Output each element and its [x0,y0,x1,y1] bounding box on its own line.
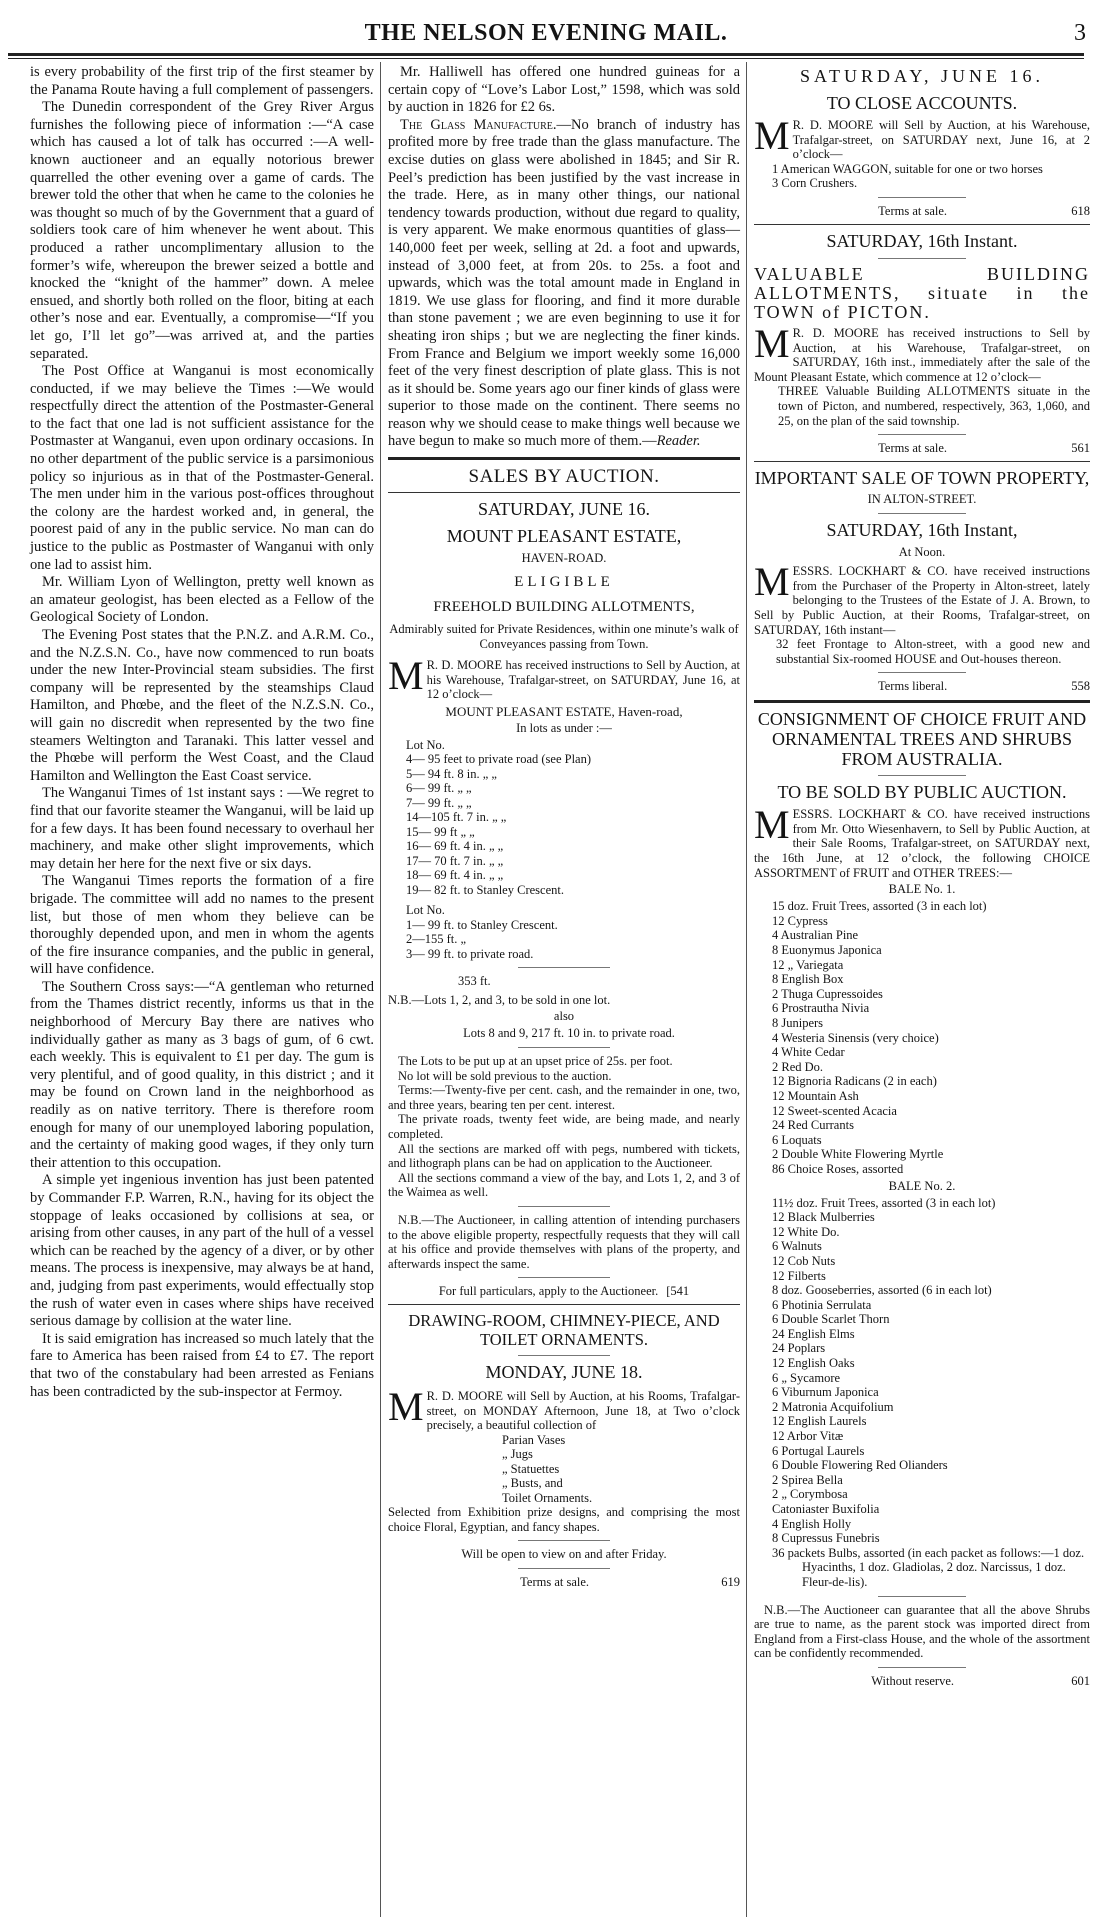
lot-item: 17— 70 ft. 7 in. „ „ [406,853,504,868]
ad-footer [754,441,1090,456]
ad-text: R. D. MOORE will Sell by Auction, at his Rooms, Trafalgar-street, on MONDAY Afternoon, June 18, at Two o’clock precisely, a beautiful collection of [426,1388,740,1433]
ad-footer [754,1674,1090,1689]
ad-date: SATURDAY, JUNE 16. [799,66,1045,86]
bale-item: 2 Red Do. [772,1059,824,1074]
ad-date: SATURDAY, 16th Instant, [826,520,1018,541]
rule [518,1568,610,1569]
sales-heading: SALES BY AUCTION. [468,466,660,488]
article-paragraph: Mr. Halliwell has offered one hundred guineas for a certain copy of “Love’s Labor Lost,” 1598, which was sold by auction in 1826 for £2 6s. [388,64,740,116]
bale-list [754,899,1090,1176]
lot-list [388,918,740,962]
ad-body [754,113,1090,162]
ad-footer [754,204,1090,219]
bale-item: 2 Spirea Bella [772,1472,843,1487]
bale-item: 6 Photinia Serrulata [772,1297,872,1312]
ad-text: ESSRS. LOCKHART & CO. have received instructions from the Purchaser of the Property in Alton-street, lately belonging to the Trustees of the Estate of J. A. Brown, to Sell by Public Auction, at their Rooms, Trafalgar-street, on SATURDAY, 16th instant— [754,564,1090,637]
bale-item: 2 Matronia Acquifolium [772,1399,894,1414]
ad-footer [388,1284,740,1299]
ad-number: 601 [1071,1673,1090,1688]
column-news-1 [30,64,374,1401]
ad-subtitle: IN ALTON-STREET. [867,492,977,507]
full-particulars: For full particulars, apply to the Auctioneer. [438,1284,659,1299]
ad-text: R. D. MOORE will Sell by Auction, at his Warehouse, Trafalgar-street, on SATURDAY next, June 16, at 2 o’clock— [792,118,1090,162]
bale-item: 4 White Cedar [772,1045,845,1060]
lots-under: In lots as under :— [516,720,612,735]
rule [388,1304,740,1305]
rule [878,672,965,673]
ornament-item: „ Statuettes [502,1461,560,1476]
bale-item: 12 Cypress [772,913,828,928]
newspaper-title: THE NELSON EVENING MAIL. [364,20,728,46]
bale-item: 12 Cob Nuts [772,1253,836,1268]
ad-eligible: ELIGIBLE [514,574,614,591]
bale-heading: BALE No. 2. [888,1178,956,1193]
estate-line: MOUNT PLEASANT ESTATE, Haven-road, [445,703,683,719]
drop-cap: M [754,113,790,158]
lot-item: 3— 99 ft. to private road. [406,946,534,961]
notice: N.B.—Lots 1, 2, and 3, to be sold in one lot. [388,992,611,1007]
section-rule [388,457,740,460]
article-paragraph: The Post Office at Wanganui is most economically conducted, if we may believe the Times :—We would respectfully direct the attention of the Postmaster-General to the fact that one lad is not sufficient assistance for the Postmaster at Wanganui, even upon ordinary occasions. In no other department of the public service is a parsimonious policy so injurious as in that of the Postmaster-General. The men under him in the various post-offices throughout the colony are the hardest worked and, in general, the poorest paid of any in the public service. No man can do justice to the public as Postmaster of Wanganui with only one lad to assist him. [30,363,374,573]
bale-item: 2 Double White Flowering Myrtle [772,1147,944,1162]
bale-item: 12 „ Variegata [772,957,844,972]
bale-item: 12 Bignoria Radicans (2 in each) [772,1074,937,1089]
article-paragraph: The Wanganui Times of 1st instant says : —We regret to find that our favorite steamer the Wanganui, will be laid up for a few days. It has been found necessary to overhaul her machinery, and make other slight improvements, which may detain her here for the next five or six days. [30,785,374,872]
bale-item: 6 Walnuts [772,1239,822,1254]
header-rule [8,53,1084,56]
bale-item: 8 Cupressus Funebris [772,1531,880,1546]
article-paragraph: is every probability of the first trip of the first steamer by the Panama Route having a full complement of passengers. [30,64,374,98]
lot-item: 2—155 ft. „ [406,932,467,947]
bale-item: Catoniaster Buxifolia [772,1502,880,1516]
lot-item: 14—105 ft. 7 in. „ „ [406,810,507,825]
article-paragraph: The Evening Post states that the P.N.Z. and A.R.M. Co., and the N.Z.S.N. Co., have now commenced to run boats under the new Inter-Provincial steam subsidies. The first company will be represented by the steamships Claud Hamilton, and Phœbe, and the fleet of the N.Z.S.N. Co., will gain no discredit when represented by the two fine steamers Weltington and Taranaki. This latter vessel and the Phœbe will perform the West Coast, and the Claud Hamilton and Wellington the East Coast service. [30,627,374,784]
lot-item: 6— 99 ft. „ „ [406,781,472,796]
ad-title: CONSIGNMENT OF CHOICE FRUIT AND ORNAMENTAL TREES AND SHRUBS FROM AUSTRALIA. [757,709,1087,770]
notice: The private roads, twenty feet wide, are being made, and nearly completed. [388,1112,740,1141]
lot-item: 7— 99 ft. „ „ [406,795,472,810]
rule [878,513,965,514]
lot-header: Lot No. [406,903,445,918]
lot-item: 4— 95 feet to private road (see Plan) [406,752,592,767]
ornament-item: „ Busts, and [502,1476,563,1491]
bale-item: 4 Westeria Sinensis (very choice) [772,1030,939,1045]
notice: Lots 8 and 9, 217 ft. 10 in. to private road. [463,1026,675,1041]
drop-cap: M [388,653,424,699]
rule [878,1667,965,1668]
bale-heading: BALE No. 1. [888,882,956,897]
ad-number: 561 [1071,441,1090,456]
rule [754,461,1090,462]
notice: All the sections command a view of the bay, and Lots 1, 2, and 3 of the Waimea as well. [388,1170,740,1200]
lot-total: 353 ft. [458,974,491,989]
column-ads [754,64,1090,1693]
bale-item: 15 doz. Fruit Trees, assorted (3 in each lot) [772,899,987,914]
ad-title: MOUNT PLEASANT ESTATE, [446,526,682,547]
article-paragraph: The Dunedin correspondent of the Grey River Argus furnishes the following piece of information :—“A case which has caused a lot of talk has occurred :—A well-known auctioneer and an equally notorious brewer quarrelled the other evening over a game of cards. The brewer told the other that when he came to the colonies he was thought so much of by the Government that a guard of soldiers took care of him whenever he went about. This produced a rather uncomplimentary allusion to the former’s wife, whereupon the brewer seized a bottle and knocked the “knight of the hammer” down. A melee ensued, and shortly both rolled on the floor, biting at each other’s nose and ear. Eventually, a compromise—“If you let go, I’ll let go”—was arrived at, and the parties separated. [30,99,374,362]
article-text: —No branch of industry has profited more by free trade than the glass manufacture. The excise duties on glass were abolished in 1845; and Sir R. Peel’s prediction has been justified by the vast increase in the trade. Here, as in many other things, our national tendency towards production, without due regard to quality, is very apparent. We make enormous quantities of glass—140,000 feet per week, selling at 2d. a foot and upwards, instead of 3,000 feet, at from 20s. to 25s. a foot and upwards, which was the total amount made in England in 1819. We use glass for flooring, and find it more durable than stone pavement ; we are even beginning to use it for sheating iron ships ; but we are neglecting the finer kinds. From France and Belgium we import weekly some 16,000 feet of the very finest description of plate glass. This is not as it should be. Some years ago our finer kinds of glass were superior to those made on the continent. There seems no reason why we should cease to make things well because we have begun to make so much more of them.— [388,116,740,450]
also: also [553,1009,575,1024]
bale-item: 6 Loquats [772,1132,822,1147]
column-divider [380,62,381,1917]
ad-item: 1 American WAGGON, suitable for one or two horses [772,161,1043,176]
article-heading: The Glass Manufacture. [400,116,557,133]
rule [754,700,1090,703]
view-notice: Will be open to view on and after Friday. [461,1547,667,1562]
article-source: Reader. [656,433,701,450]
ad-time: At Noon. [898,545,946,560]
ad-text: Selected from Exhibition prize designs, and comprising the most choice Floral, Egyptian, and fancy shapes. [388,1505,740,1534]
ad-freehold: FREEHOLD BUILDING ALLOTMENTS, [433,599,695,616]
item-list [754,162,1090,191]
lot-item: 19— 82 ft. to Stanley Crescent. [406,882,564,897]
ad-item: 32 feet Frontage to Alton-street, with a good new and substantial Six-roomed HOUSE and Out-houses thereon. [776,637,1090,666]
bale-list [754,1196,1090,1590]
drop-cap: M [754,320,790,366]
rule [518,1277,610,1278]
ad-footer [754,679,1090,694]
article-paragraph: It is said emigration has increased so much lately that the fare to America has been raised from £4 to £7. The report that two of the constabulary had been arrested as Fenians has been contradicted by the sub-inspector at Fermoy. [30,1330,374,1400]
ad-date: SATURDAY, JUNE 16. [477,499,651,520]
bale-item: 6 „ Sycamore [772,1370,841,1385]
ad-number: [541 [666,1284,690,1299]
rule [754,224,1090,225]
bale-item: 12 Arbor Vitæ [772,1429,844,1444]
rule [518,967,610,968]
lot-header: Lot No. [406,737,445,752]
bale-item: 24 English Elms [772,1326,855,1341]
lot-item: 15— 99 ft „ „ [406,824,475,839]
ad-number: 558 [1071,679,1090,694]
rule [878,258,965,259]
bale-item: 2 „ Corymbosa [772,1487,848,1502]
rule [878,197,965,198]
rule [878,434,965,435]
article-paragraph: A simple yet ingenious invention has just been patented by Commander F.P. Warren, R.N., having for its object the stoppage of leaks occasioned by collisions at sea, or arising from other causes, in any part of the hull of a vessel which can be reached by the agency of a diver, or by other means. The process is inexpensive, may always be at hand, and, judging from past experiments, would effectually stop the rush of water even in cases where ships have received serious damage by collision at the water line. [30,1172,374,1330]
bale-item: 11½ doz. Fruit Trees, assorted (3 in each lot) [772,1195,996,1210]
header-rule-thin [8,58,1084,59]
bale-item: 12 Mountain Ash [772,1088,859,1103]
terms: Without reserve. [871,1673,955,1688]
ad-title: VALUABLE BUILDING ALLOTMENTS, situate in the TOWN of PICTON. [754,263,1090,322]
ad-suitability: Admirably suited for Private Residences, within one minute’s walk of Conveyances passing from Town. [389,622,739,652]
column-news-2 [388,64,740,1594]
rule [518,1047,610,1048]
ad-text: R. D. MOORE has received instructions to Sell by Auction, at his Warehouse, Trafalgar-street, on SATURDAY, June 16, at 12 o’clock— [426,658,740,702]
lot-list [388,752,740,897]
drop-cap: M [754,802,790,848]
lot-item: 16— 69 ft. 4 in. „ „ [406,839,504,854]
bale-item: 12 English Oaks [772,1356,855,1371]
lot-item: 18— 69 ft. 4 in. „ „ [406,868,504,883]
ad-title: IMPORTANT SALE OF TOWN PROPERTY, [754,468,1090,489]
ad-title: DRAWING-ROOM, CHIMNEY-PIECE, AND TOILET ORNAMENTS. [408,1310,720,1349]
ad-body [754,559,1090,637]
bale-item: 12 Sweet-scented Acacia [772,1103,897,1118]
bale-item: 6 Viburnum Japonica [772,1385,879,1400]
masthead [6,18,1086,52]
ad-body [754,802,1090,880]
rule [878,1596,965,1597]
bale-item: 6 Prostrautha Nivia [772,1001,870,1016]
ornament-item: „ Jugs [502,1447,533,1462]
ad-body [388,1383,740,1433]
column-divider [746,62,747,1917]
notice: All the sections are marked off with pegs, numbered with tickets, and lithograph plans can be had on application to the Auctioneer. [388,1141,740,1171]
ad-title: TO CLOSE ACCOUNTS. [826,93,1018,113]
rule [878,775,965,776]
notice: Terms:—Twenty-five per cent. cash, and the remainder in one, two, and three years, bearing ten per cent. interest. [388,1083,740,1112]
bale-item: 12 Filberts [772,1268,826,1283]
terms: Terms at sale. [520,1575,590,1590]
ad-number: 619 [721,1575,740,1590]
bale-item: 8 English Box [772,972,844,987]
rule [518,1206,610,1207]
bale-item: 8 Euonymus Japonica [772,943,882,958]
bale-item: 8 doz. Gooseberries, assorted (6 in each lot) [772,1283,992,1298]
bale-item: 6 Double Scarlet Thorn [772,1312,890,1327]
bale-item: 8 Junipers [772,1016,824,1030]
article-paragraph: The Wanganui Times reports the formation of a fire brigade. The committee will add no names to the present list, but those of men whom they believe can be thoroughly depended upon, and men in whom the agents of the fire insurance companies, and the public in general, will have confidence. [30,873,374,978]
ornament-list [484,1433,740,1506]
bale-item: 12 English Laurels [772,1414,867,1429]
drop-cap: M [754,559,790,605]
notice: N.B.—The Auctioneer, in calling attention of intending purchasers to the above eligible property, respectfully requests that they will call at his office and provide themselves with plans of the property, and afterwards inspect the same. [388,1212,740,1271]
bale-item: 4 English Holly [772,1516,852,1531]
ad-item: 3 Corn Crushers. [772,176,858,191]
bale-item: 24 Red Currants [772,1118,854,1133]
ad-text: R. D. MOORE has received instructions to Sell by Auction, at his Warehouse, Trafalgar-street, on SATURDAY, 16th inst., immediately after the sale of the Mount Pleasant Estate, which commence at 12 o’clock— [754,325,1090,384]
ornament-item: Toilet Ornaments. [502,1490,593,1505]
notice: N.B.—The Auctioneer can guarantee that all the above Shrubs are true to name, as the parent stock was imported direct from England from a First-class House, and the whole of the assortment can be confidently recommended. [754,1602,1090,1661]
bale-item: 6 Portugal Laurels [772,1443,865,1458]
ad-item: THREE Valuable Building ALLOTMENTS situate in the town of Picton, and numbered, respectively, 363, 1,060, and 25, on the plan of the said township. [778,384,1090,428]
bale-item: 12 White Do. [772,1224,840,1239]
ornament-item: Parian Vases [502,1432,566,1447]
rule [518,1355,610,1356]
bale-item: 24 Poplars [772,1341,826,1356]
ad-body [388,653,740,702]
lot-item: 5— 94 ft. 8 in. „ „ [406,766,497,781]
article-paragraph: Mr. William Lyon of Wellington, pretty well known as an amateur geologist, has been elected as a Fellow of the Geological Society of London. [30,574,374,626]
ad-body [754,320,1090,384]
ad-text: ESSRS. LOCKHART & CO. have received instructions from Mr. Otto Wiesenhavern, to Sell by Public Auction, at their Sale Rooms, Trafalgar-street, on SATURDAY next, the 16th June, at 12 o’clock, the following CHOICE ASSORTMENT of FRUIT and OTHER TREES:— [754,807,1090,880]
ad-date: SATURDAY, 16th Instant. [826,230,1018,251]
terms: Terms at sale. [878,441,948,456]
ad-subtitle: HAVEN-ROAD. [521,551,607,566]
bale-item: 6 Double Flowering Red Olianders [772,1458,948,1473]
ad-subtitle: TO BE SOLD BY PUBLIC AUCTION. [777,782,1067,803]
bale-item: 86 Choice Roses, assorted [772,1161,904,1176]
rule [388,492,740,493]
notice: No lot will be sold previous to the auction. [398,1068,612,1083]
bale-item: 36 packets Bulbs, assorted (in each packet as follows:—1 doz. Hyacinths, 1 doz. Gladiolas, 2 doz. Narcissus, 1 doz. Fleur-de-lis). [772,1545,1085,1589]
drop-cap: M [388,1383,424,1429]
ad-date: MONDAY, JUNE 18. [485,1361,643,1382]
article-paragraph [388,117,740,451]
terms: Terms liberal. [878,679,948,694]
notice: The Lots to be put up at an upset price of 25s. per foot. [398,1054,673,1069]
lot-item: 1— 99 ft. to Stanley Crescent. [406,917,558,932]
ad-number: 618 [1071,203,1090,218]
rule [518,1540,610,1541]
page-number: 3 [1074,20,1086,46]
bale-item: 12 Black Mulberries [772,1210,875,1225]
article-paragraph: The Southern Cross says:—“A gentleman who returned from the Thames district recently, informs us that in the neighborhood of Mercury Bay there are natives who individually gather as many as 3 bags of gum, of 6 cwt. each weekly. This is equivalent to £1 per day. The gum is very plentiful, and of good quality, in this district ; and it may be found on Crown land in the neighborhood as readily as on native territory. There is therefore room enough for many of our unemployed laboring population, and the certainty of making good wages, if they only turn their attention to this occupation. [30,978,374,1171]
bale-item: 4 Australian Pine [772,928,859,943]
bale-item: 2 Thuga Cupressoides [772,986,883,1001]
terms: Terms at sale. [878,203,948,218]
ad-footer [388,1575,740,1590]
